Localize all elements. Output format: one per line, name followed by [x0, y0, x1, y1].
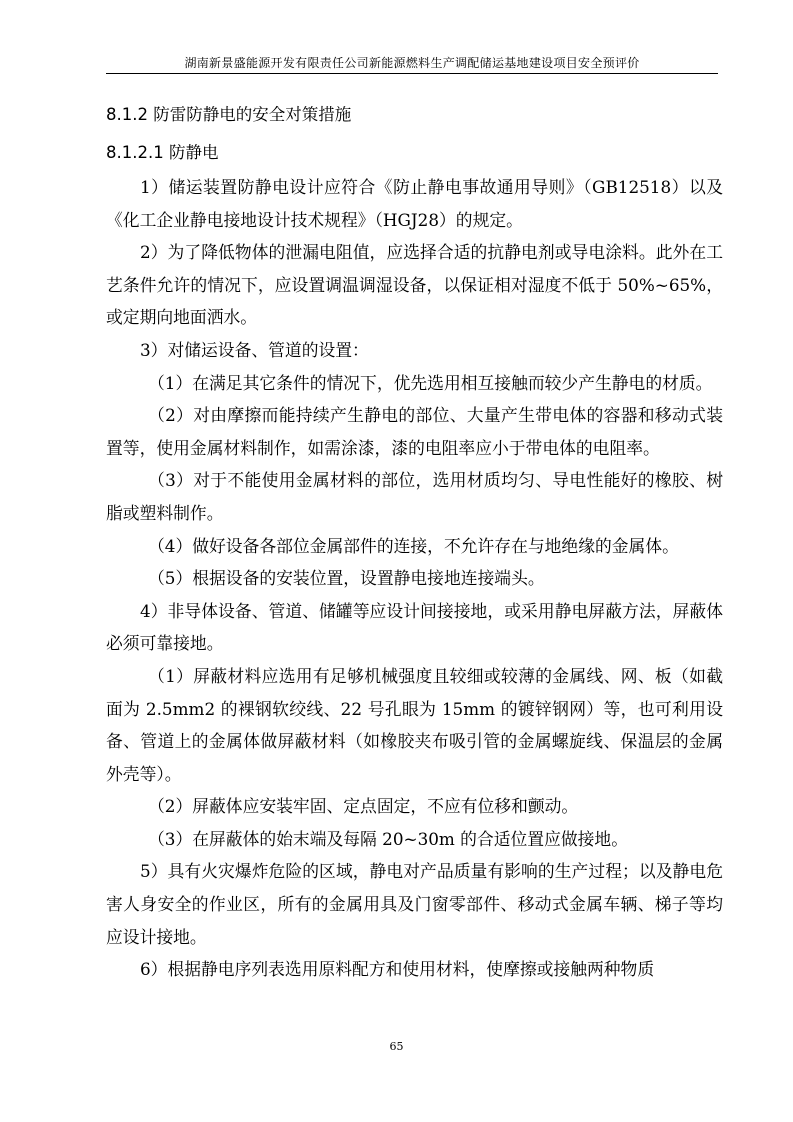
paragraph-4-1: （1）屏蔽材料应选用有足够机械强度且较细或较薄的金属线、网、板（如截面为 2.5mm2 的裸钢软绞线、22 号孔眼为 15mm 的镀锌钢网）等，也可利用设备、管道上的金属体做屏蔽材料（如橡胶夹布吸引管的金属螺旋线、保温层的金属外壳等）。: [106, 665, 723, 784]
paragraph-6: 6）根据静电序列表选用原料配方和使用材料，使摩擦或接触两种物质: [140, 959, 655, 980]
paragraph-4: 4）非导体设备、管道、储罐等应设计间接接地，或采用静电屏蔽方法，屏蔽体必须可靠接地。: [106, 600, 723, 654]
paragraph-4-3: （3）在屏蔽体的始末端及每隔 20~30m 的合适位置应做接地。: [148, 828, 628, 849]
paragraph-3-3: （3）对于不能使用金属材料的部位，选用材质均匀、导电性能好的橡胶、树脂或塑料制作。: [106, 470, 723, 523]
paragraph-3-5: （5）根据设备的安装位置，设置静电接地连接端头。: [148, 568, 545, 589]
paragraph-5: 5）具有火灾爆炸危险的区域，静电对产品质量有影响的生产过程；以及静电危害人身安全的作业区，所有的金属用具及门窗零部件、移动式金属车辆、梯子等均应设计接地。: [106, 861, 723, 947]
header-rule: [106, 73, 718, 74]
paragraph-1: 1）储运装置防静电设计应符合《防止静电事故通用导则》（GB12518）以及《化工企业静电接地设计技术规程》（HGJ28）的规定。: [106, 177, 723, 230]
paragraph-4-2: （2）屏蔽体应安装牢固、定点固定，不应有位移和颤动。: [148, 796, 579, 817]
running-header: 湖南新景盛能源开发有限责任公司新能源燃料生产调配储运基地建设项目安全预评价: [184, 56, 640, 70]
paragraph-3: 3）对储运设备、管道的设置：: [140, 339, 369, 360]
paragraph-3-4: （4）做好设备各部位金属部件的连接，不允许存在与地绝缘的金属体。: [148, 535, 679, 556]
subsection-heading: 8.1.2.1 防静电: [106, 143, 219, 162]
paragraph-2: 2）为了降低物体的泄漏电阻值，应选择合适的抗静电剂或导电涂料。此外在工艺条件允许的情况下，应设置调温调湿设备，以保证相对湿度不低于 50%~65%，或定期向地面洒水。: [106, 242, 723, 328]
section-heading: 8.1.2 防雷防静电的安全对策措施: [106, 105, 352, 124]
paragraph-3-2: （2）对由摩擦而能持续产生静电的部位、大量产生带电体的容器和移动式装置等，使用金属材料制作，如需涂漆，漆的电阻率应小于带电体的电阻率。: [106, 405, 723, 458]
page-body: [106, 96, 723, 986]
paragraph-3-1: （1）在满足其它条件的情况下，优先选用相互接触而较少产生静电的材质。: [148, 372, 713, 393]
page-number: 65: [389, 1040, 404, 1053]
